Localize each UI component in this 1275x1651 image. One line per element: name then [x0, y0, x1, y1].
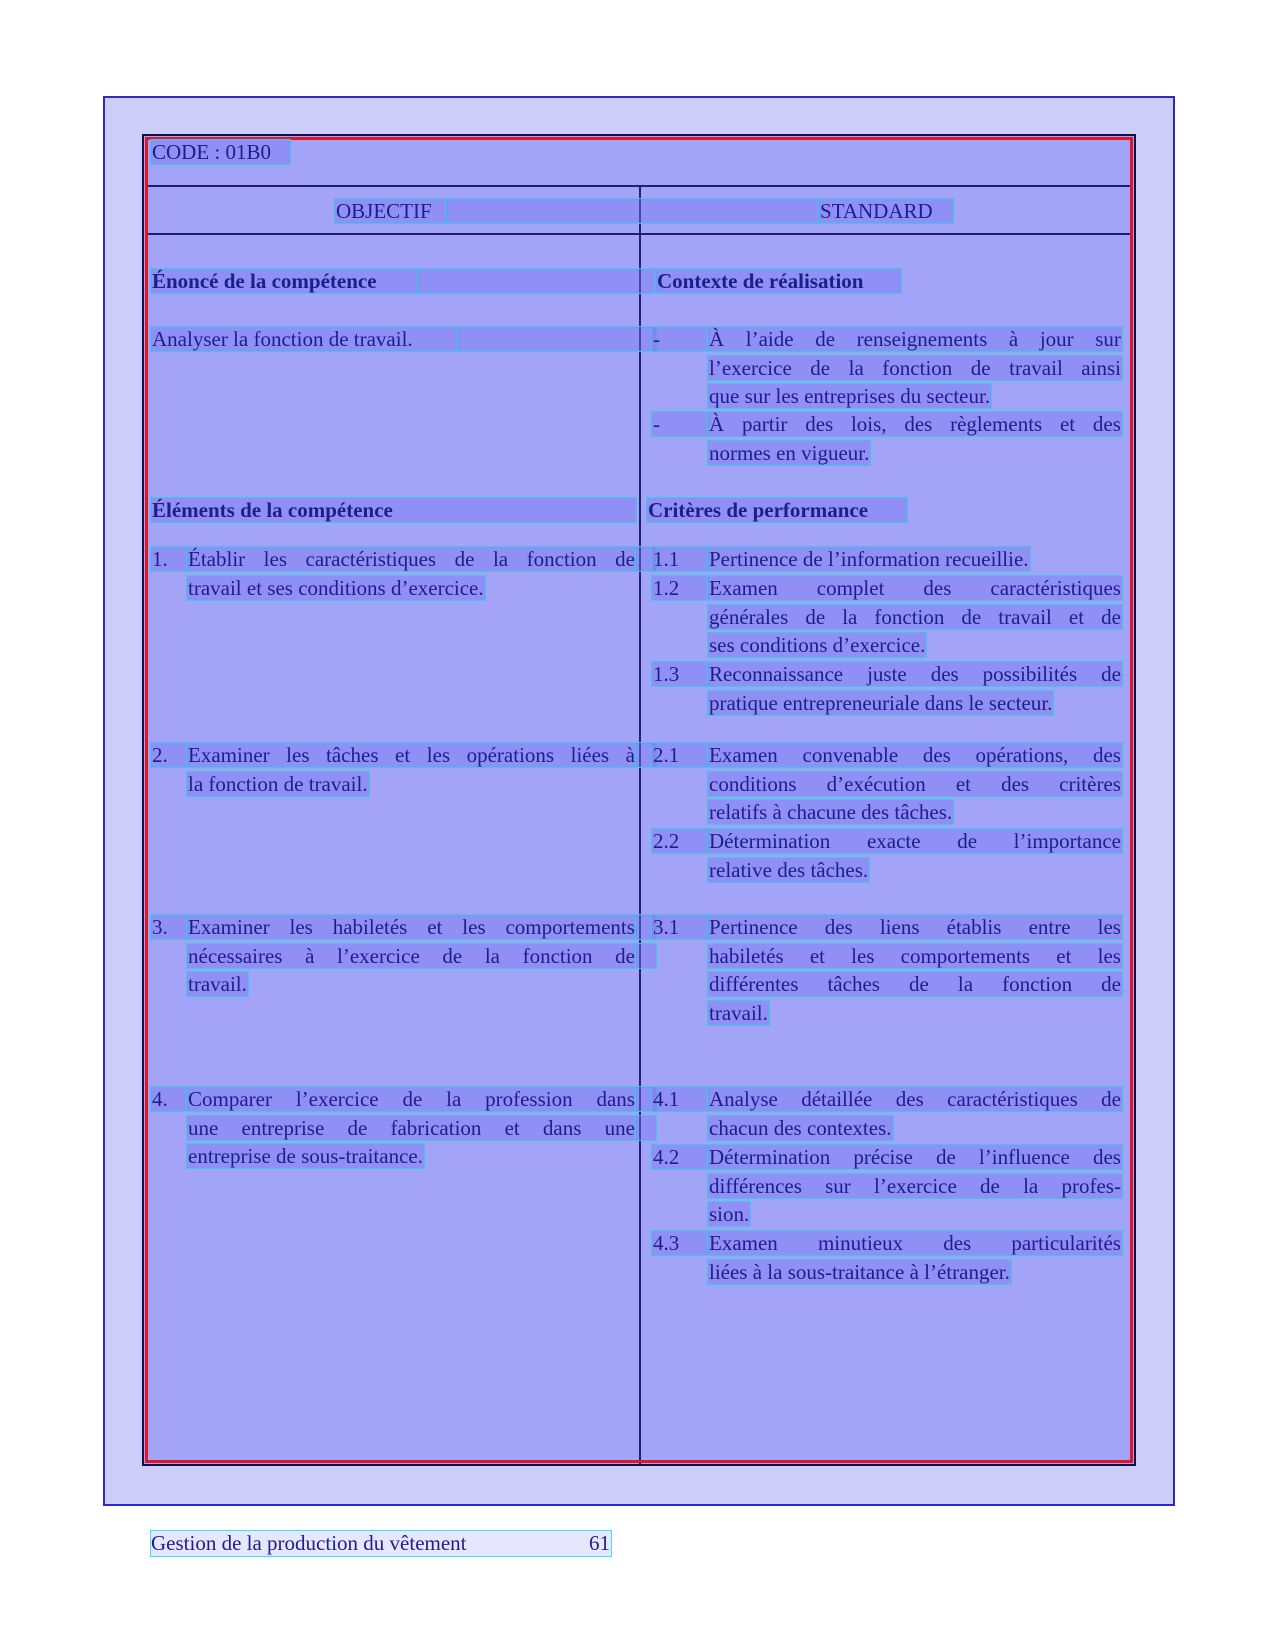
critere-item-word: sur: [825, 1173, 851, 1198]
element-item-word: opérations: [466, 743, 555, 767]
critere-item-word: différentes: [709, 972, 799, 997]
critere-item-word: générales: [709, 604, 789, 629]
contexte-item-word: la: [848, 355, 864, 380]
critere-item-word: Reconnaissance: [709, 662, 844, 686]
contexte-item-line: [708, 327, 1122, 351]
element-band: [636, 1116, 656, 1140]
critere-item-word: fonction: [1002, 972, 1073, 997]
critere-item-word: possibilités: [982, 662, 1078, 686]
contexte-item-word: jour: [1039, 327, 1074, 351]
enonce-text-band: [458, 327, 656, 351]
critere-item-line: Pertinence de l’information recueillie.: [709, 547, 1029, 571]
critere-item-word: précise: [853, 1145, 913, 1169]
critere-item-word: opérations,: [975, 743, 1069, 767]
critere-item-word: de: [980, 1173, 1000, 1198]
critere-item-line: [708, 1174, 1122, 1198]
critere-item-line: [708, 605, 1122, 629]
critere-item-word: de: [957, 829, 978, 853]
critere-item-word: Examen: [709, 743, 778, 767]
critere-item-line: [708, 972, 1122, 996]
header-standard: STANDARD: [819, 199, 953, 223]
critere-item-word: de: [1101, 604, 1121, 629]
enonce-text: Analyser la fonction de travail.: [151, 327, 458, 351]
element-item-word: de: [402, 1087, 423, 1111]
element-number: 4.: [151, 1087, 187, 1111]
criteres-title: Critères de performance: [647, 498, 907, 522]
element-item-line: [187, 915, 636, 939]
critere-item-word: des: [824, 915, 853, 939]
element-item-word: les: [426, 743, 451, 767]
critere-item-word: des: [1001, 771, 1030, 796]
critere-item-word: la: [957, 972, 974, 997]
element-item-line: [187, 1116, 636, 1140]
element-item-word: de: [454, 547, 475, 571]
critere-number: 2.2: [652, 829, 708, 853]
element-item-word: les: [289, 915, 313, 939]
contexte-item-line: [708, 356, 1122, 380]
critere-number: 1.2: [652, 576, 708, 600]
critere-item-word: Pertinence: [709, 915, 798, 939]
element-item-word: nécessaires: [188, 943, 283, 968]
element-item-word: de: [615, 547, 635, 571]
contexte-bullet: -: [652, 412, 708, 436]
critere-number: 4.1: [652, 1087, 708, 1111]
element-item-word: dans: [542, 1115, 582, 1140]
critere-item-line: sion.: [709, 1202, 750, 1227]
critere-item-word: particularités: [1011, 1231, 1121, 1255]
element-item-word: fonction: [522, 943, 593, 968]
critere-number: 4.2: [652, 1145, 708, 1169]
critere-item-word: complet: [816, 576, 885, 600]
element-item-word: fonction: [526, 547, 597, 571]
critere-item-word: l’exercice: [874, 1173, 957, 1198]
critere-item-line: [708, 1231, 1122, 1255]
element-item-word: de: [615, 943, 635, 968]
critere-item-word: entre: [1028, 915, 1071, 939]
critere-item-word: Détermination: [709, 829, 831, 853]
critere-item-word: fonction: [874, 604, 945, 629]
contexte-item-word: À: [709, 327, 725, 351]
contexte-item-word: ainsi: [1081, 355, 1121, 380]
critere-item-word: des: [930, 662, 959, 686]
contexte-item-word: l’aide: [745, 327, 794, 351]
critere-item-word: Examen: [709, 576, 778, 600]
element-item-word: fabrication: [390, 1115, 482, 1140]
element-item-word: les: [462, 915, 486, 939]
critere-item-word: des: [922, 743, 951, 767]
critere-item-word: les: [851, 943, 875, 968]
element-item-word: profession: [485, 1087, 573, 1111]
element-item-line: travail et ses conditions d’exercice.: [188, 575, 484, 600]
element-item-line: travail.: [188, 972, 247, 997]
critere-item-line: [708, 1087, 1122, 1111]
element-item-word: Examiner: [188, 743, 270, 767]
element-item-word: la: [484, 943, 500, 968]
enonce-band: [418, 269, 656, 293]
elements-title: Éléments de la compétence: [151, 498, 636, 522]
critere-item-word: des: [1092, 1145, 1121, 1169]
critere-item-word: profes-: [1061, 1173, 1121, 1198]
element-item-word: de: [442, 943, 463, 968]
contexte-title: Contexte de réalisation: [656, 269, 901, 293]
page-footer: [151, 1531, 611, 1556]
critere-number: 2.1: [652, 743, 708, 767]
element-item-word: entreprise: [241, 1115, 325, 1140]
element-item-line: [187, 743, 636, 767]
element-number: 2.: [151, 743, 187, 767]
contexte-item-word: de: [815, 327, 836, 351]
critere-item-line: [708, 743, 1122, 767]
element-item-line: [187, 1087, 636, 1111]
element-item-word: Comparer: [188, 1087, 272, 1111]
critere-item-word: exacte: [866, 829, 921, 853]
critere-item-word: la: [842, 604, 858, 629]
critere-item-word: la: [1023, 1173, 1039, 1198]
critere-item-word: conditions: [709, 771, 797, 796]
critere-item-word: et: [955, 771, 971, 796]
element-item-word: Examiner: [188, 915, 270, 939]
contexte-item-word: lois,: [850, 412, 887, 436]
element-item-word: les: [286, 743, 310, 767]
element-item-word: les: [263, 547, 287, 571]
contexte-item-word: des: [805, 412, 834, 436]
contexte-item-line: normes en vigueur.: [709, 440, 870, 465]
critere-item-word: des: [895, 1087, 924, 1111]
element-item-word: de: [347, 1115, 368, 1140]
critere-item-word: l’influence: [978, 1145, 1070, 1169]
contexte-item-word: l’exercice: [709, 355, 792, 380]
contexte-item-word: renseignements: [856, 327, 988, 351]
critere-item-line: ses conditions d’exercice.: [709, 633, 926, 658]
critere-item-line: [708, 829, 1122, 853]
critere-item-word: de: [935, 1145, 956, 1169]
element-item-word: liées: [570, 743, 610, 767]
footer-title: Gestion de la production du vêtement: [151, 1531, 467, 1555]
element-item-word: une: [604, 1115, 635, 1140]
critere-item-line: [708, 915, 1122, 939]
enonce-title: Énoncé de la compétence: [151, 269, 418, 293]
critere-item-word: de: [961, 604, 982, 629]
critere-number: 1.3: [652, 662, 708, 686]
element-item-line: [187, 944, 636, 968]
element-item-word: et: [504, 1115, 520, 1140]
element-item-line: entreprise de sous-traitance.: [188, 1144, 423, 1169]
contexte-item-word: travail: [1009, 355, 1063, 380]
critere-item-word: caractéristiques: [990, 576, 1121, 600]
critere-item-line: [708, 944, 1122, 968]
contexte-item-word: À: [709, 412, 725, 436]
critere-item-word: d’exécution: [826, 771, 926, 796]
critere-item-word: les: [1097, 915, 1121, 939]
critere-number: 3.1: [652, 915, 708, 939]
critere-item-word: convenable: [802, 743, 899, 767]
critere-item-word: Examen: [709, 1231, 778, 1255]
contexte-item-word: partir: [741, 412, 788, 436]
critere-item-line: travail.: [709, 1001, 768, 1026]
critere-item-word: l’importance: [1013, 829, 1121, 853]
critere-item-word: habiletés: [709, 943, 784, 968]
contexte-item-word: de: [810, 355, 831, 380]
critere-item-line: liées à la sous-traitance à l’étranger.: [709, 1259, 1010, 1284]
critere-item-word: détaillée: [801, 1087, 873, 1111]
element-item-word: à: [625, 743, 635, 767]
contexte-item-word: et: [1059, 412, 1076, 436]
element-item-word: dans: [596, 1087, 635, 1111]
element-band: [636, 944, 656, 968]
critere-item-line: pratique entrepreneuriale dans le secteur.: [709, 690, 1053, 715]
critere-item-word: des: [943, 1231, 972, 1255]
contexte-item-line: que sur les entreprises du secteur.: [709, 384, 991, 409]
table-column-divider: [639, 186, 641, 1464]
critere-item-line: [708, 1145, 1122, 1169]
element-item-word: comportements: [505, 915, 635, 939]
critere-item-word: minutieux: [817, 1231, 904, 1255]
contexte-item-word: de: [970, 355, 991, 380]
critere-item-line: [708, 576, 1122, 600]
critere-item-word: et: [1068, 604, 1085, 629]
contexte-item-word: règlements: [950, 412, 1043, 436]
critere-item-word: Détermination: [709, 1145, 831, 1169]
critere-item-line: chacun des contextes.: [709, 1115, 892, 1140]
critere-item-word: de: [1101, 972, 1121, 997]
element-item-word: Établir: [188, 547, 246, 571]
critere-item-word: de: [1101, 662, 1121, 686]
contexte-bullet: -: [652, 327, 708, 351]
contexte-item-word: fonction: [882, 355, 953, 380]
critere-item-word: des: [923, 576, 952, 600]
contexte-item-word: à: [1008, 327, 1019, 351]
critere-item-word: les: [1097, 943, 1121, 968]
element-item-word: la: [492, 547, 509, 571]
critere-number: 1.1: [652, 547, 708, 571]
critere-item-word: juste: [867, 662, 907, 686]
critere-item-line: [708, 772, 1122, 796]
element-item-word: tâches: [326, 743, 379, 767]
critere-item-word: de: [909, 972, 929, 997]
critere-item-word: tâches: [827, 972, 880, 997]
critere-item-word: des: [1092, 743, 1121, 767]
critere-item-word: comportements: [900, 943, 1031, 968]
element-number: 3.: [151, 915, 187, 939]
critere-item-word: et: [1056, 943, 1072, 968]
critere-item-line: relatifs à chacune des tâches.: [709, 800, 953, 825]
element-item-line: [187, 547, 636, 571]
critere-number: 4.3: [652, 1231, 708, 1255]
element-item-word: l’exercice: [337, 943, 420, 968]
critere-item-word: critères: [1059, 771, 1121, 796]
element-number: 1.: [151, 547, 187, 571]
footer-page-number: 61: [589, 1531, 610, 1555]
element-item-word: la: [446, 1087, 462, 1111]
critere-item-word: travail: [998, 604, 1052, 629]
critere-item-word: différences: [709, 1173, 802, 1198]
critere-item-word: et: [809, 943, 825, 968]
header-band: [447, 199, 819, 223]
contexte-item-word: des: [1092, 412, 1121, 436]
critere-item-word: liens: [879, 915, 920, 939]
contexte-item-word: des: [904, 412, 933, 436]
critere-item-word: établis: [946, 915, 1002, 939]
contexte-item-line: [708, 412, 1122, 436]
code-label: CODE : 01B0: [151, 140, 290, 164]
element-item-word: et: [395, 743, 411, 767]
element-item-word: caractéristiques: [305, 547, 437, 571]
critere-item-word: Analyse: [709, 1087, 778, 1111]
element-item-word: à: [305, 943, 315, 968]
element-item-line: la fonction de travail.: [188, 771, 368, 796]
critere-item-line: [708, 662, 1122, 686]
header-objectif: OBJECTIF: [335, 199, 447, 223]
critere-item-word: caractéristiques: [947, 1087, 1078, 1111]
element-item-word: et: [427, 915, 443, 939]
critere-item-word: de: [1101, 1087, 1121, 1111]
critere-item-line: relative des tâches.: [709, 857, 869, 882]
element-item-word: une: [188, 1115, 219, 1140]
critere-item-word: de: [805, 604, 826, 629]
element-item-word: l’exercice: [295, 1087, 379, 1111]
contexte-item-word: sur: [1095, 327, 1121, 351]
element-item-word: habiletés: [332, 915, 408, 939]
